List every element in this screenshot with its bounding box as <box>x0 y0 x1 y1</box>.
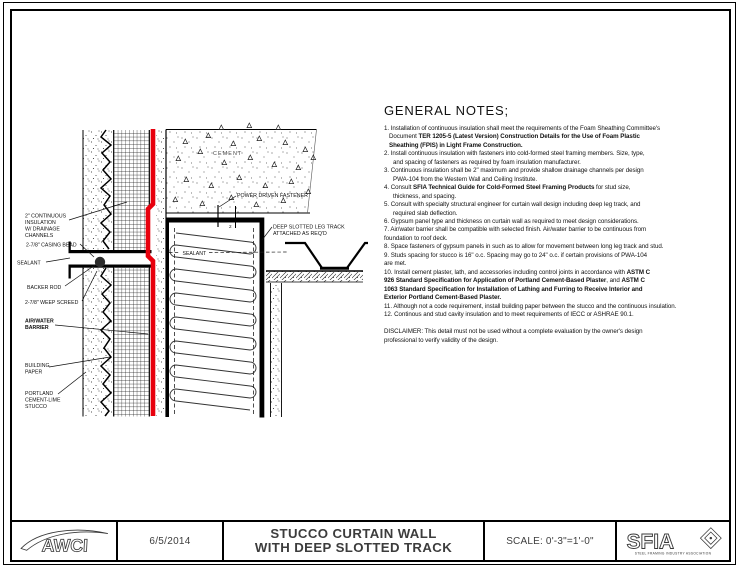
disclaimer <box>384 328 730 345</box>
label-continuous-insulation <box>25 214 67 240</box>
svg-text:PORTLAND: PORTLAND <box>25 391 54 397</box>
svg-text:INSULATION: INSULATION <box>25 220 56 226</box>
label-air-water-barrier <box>25 319 54 332</box>
awci-logo <box>16 527 112 555</box>
label-deep-slotted-track <box>273 225 345 238</box>
note-line: required slab deflection. <box>393 209 458 217</box>
metal-deck-flute <box>285 243 368 268</box>
svg-text:PAPER: PAPER <box>25 369 43 376</box>
scale-cell <box>485 522 617 560</box>
note-line: 6. Gypsum panel type and thickness on curtain wall as required to meet design considerations. <box>384 217 639 225</box>
label-backer-rod: BACKER ROD <box>27 285 62 291</box>
gypsum-sheathing-layer <box>156 130 166 418</box>
disclaimer-line: DISCLAIMER: This detail must not be used without a complete evaluation by the owner's design <box>384 328 643 336</box>
note-line: 926 Standard Specification for Application of Portland Cement-Based Plaster, and ASTM C <box>384 277 645 285</box>
label-sealant: SEALANT <box>17 260 41 267</box>
backer-rod-circle <box>95 257 105 267</box>
svg-text:CHANNELS: CHANNELS <box>25 233 54 239</box>
note-line: 12. Continous and stud cavity insulation and to meet requirements of IECC or ASHRAE 90.1. <box>384 310 634 318</box>
note-line: 1. Installation of continuous insulation shall meet the requirements of the Foam Sheathing Committee's <box>384 125 661 132</box>
note-line: 5. Consult with specialty structural engineer for curtain wall design including deep leg track, and <box>384 201 641 209</box>
note-line: thickness, and spacing. <box>393 192 457 200</box>
label-casing-bead: 2-7/8" CASING BEAD <box>26 242 77 249</box>
left-labels <box>17 214 79 411</box>
svg-text:BUILDING: BUILDING <box>25 363 50 369</box>
general-notes-heading: GENERAL NOTES; <box>384 103 509 118</box>
insulation-grid <box>114 130 150 417</box>
note-line: 11. Although not a code requirement, install building paper between the stucco and the continuous insulation. <box>384 302 677 310</box>
scale-text: SCALE: 0'-3"=1'-0" <box>506 535 594 547</box>
label-sealant-track: SEALANT <box>182 251 207 257</box>
sfia-logo-cell <box>617 522 729 560</box>
note-line: 1063 Standard Specification for Installation of Lathing and Furring to Receive Interior and <box>384 285 643 293</box>
batt-insulation-coil <box>170 233 256 410</box>
svg-text:BARRIER: BARRIER <box>25 325 49 331</box>
disclaimer-line: professional to verify validity of the design. <box>384 336 498 344</box>
label-power-driven-fastener: POWER DRIVEN FASTENER <box>237 193 308 199</box>
svg-text:CEMENT-LIME: CEMENT-LIME <box>25 397 61 404</box>
label-building-paper <box>25 363 50 376</box>
svg-text:ATTACHED AS REQ'D: ATTACHED AS REQ'D <box>273 231 327 237</box>
note-line: Exterior Portland Cement-Based Plaster. <box>384 294 502 302</box>
note-line: Document TER 1205-5 (Latest Version) Construction Details for the Use of Foam Plastic <box>389 133 640 141</box>
sfia-diamond-icon <box>700 528 721 549</box>
note-line: 10. Install cement plaster, lath, and accessories including control joints in accordance with ASTM C <box>384 268 651 276</box>
awci-logo-text: AWCI <box>41 535 89 555</box>
note-line: PWA-104 from the Western Wall and Ceiling Institute. <box>393 175 538 183</box>
title-block <box>12 520 729 560</box>
awci-logo-cell <box>12 522 118 560</box>
sfia-logo-text: SFIA <box>626 530 675 554</box>
note-line: 9. Studs spacing for stucco is 16" o.c. Spacing may go to 24" o.c. if certain provisions of PWA-104 <box>384 251 648 259</box>
sheet-title-line-1: STUCCO CURTAIN WALL <box>270 525 437 541</box>
sheet-title-line-2: WITH DEEP SLOTTED TRACK <box>254 540 453 555</box>
svg-text:W/ DRAINAGE: W/ DRAINAGE <box>25 226 60 233</box>
fastener-dim-text: 2 <box>229 224 232 229</box>
note-line: 3. Continuous insulation shall be 2" maximum and provide shallow drainage channels per design <box>384 167 644 175</box>
sfia-logo <box>621 525 725 557</box>
sheet-title-cell <box>224 522 485 560</box>
note-line: 8. Space fasteners of gypsum panels in such as to allow for movement between long leg track and stud. <box>384 243 664 251</box>
interior-gypsum-strip <box>271 283 282 417</box>
note-line: are met. <box>384 260 407 268</box>
note-line: Sheathing (FPIS) in Light Frame Construction. <box>389 141 523 149</box>
label-cement: CEMENT <box>213 151 243 157</box>
note-line: 2. Install continuous insulation with fasteners into cold-formed steel framing members. Size, type, <box>384 150 645 158</box>
svg-text:2" CONTINUOUS: 2" CONTINUOUS <box>25 213 67 220</box>
label-weep-screed: 2-7/8" WEEP SCREED <box>25 300 79 306</box>
sfia-subtext: STEEL FRAMING INDUSTRY ASSOCIATION <box>634 551 712 556</box>
note-line: 7. Air/water barrier shall be compatible with selected finish. Air/water barrier to be continuous from <box>384 226 647 234</box>
note-line: and spacing of fasteners as required by foam insulation manufacturer. <box>393 158 581 166</box>
note-line: foundation to roof deck. <box>384 234 448 242</box>
date-cell <box>118 522 224 560</box>
general-notes-list <box>384 125 730 319</box>
note-line: 4. Consult SFIA Technical Guide for Cold-Formed Steel Framing Products for stud size, <box>384 184 631 192</box>
label-portland-stucco <box>25 391 61 410</box>
svg-text:DEEP SLOTTED LEG TRACK: DEEP SLOTTED LEG TRACK <box>273 224 345 231</box>
svg-text:AIR/WATER: AIR/WATER <box>25 318 54 325</box>
date-text: 6/5/2014 <box>149 535 191 547</box>
svg-text:STUCCO: STUCCO <box>25 404 47 410</box>
deck-bearing-band <box>266 271 363 282</box>
notes-panel <box>384 103 730 345</box>
concrete-slab <box>166 123 317 213</box>
